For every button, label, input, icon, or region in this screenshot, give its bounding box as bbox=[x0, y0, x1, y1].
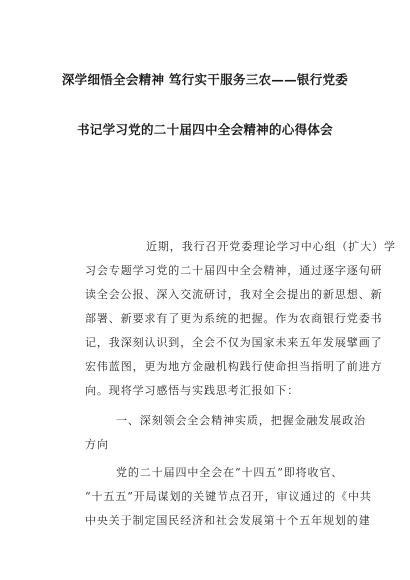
paragraph-1-line-6: 宏伟蓝图，更为地方金融机构践行使命担当指明了前进方 bbox=[85, 360, 383, 373]
paragraph-2-line-1: 党的二十届四中全会在“十四五”即将收官、 bbox=[116, 466, 344, 479]
section-heading-line-2: 方向 bbox=[85, 438, 109, 451]
paragraph-1-line-3: 读全会公报、深入交流研讨，我对全会提出的新思想、新 bbox=[85, 288, 383, 301]
document-title-line-2: 书记学习党的二十届四中全会精神的心得体会 bbox=[76, 122, 333, 137]
paragraph-1-line-2: 习会专题学习党的二十届四中全会精神，通过逐字逐句研 bbox=[85, 264, 383, 277]
paragraph-2-line-2: “十五五”开局谋划的关键节点召开，审议通过的《中共 bbox=[85, 490, 372, 503]
section-heading-line-1: 一、深刻领会全会精神实质，把握金融发展政治 bbox=[116, 414, 366, 427]
paragraph-1-line-5: 记，我深刻认识到，全会不仅为国家未来五年发展擘画了 bbox=[85, 336, 383, 349]
paragraph-1-line-1: 近期，我行召开党委理论学习中心组（扩大）学 bbox=[146, 240, 396, 253]
paragraph-2-line-3: 中央关于制定国民经济和社会发展第十个五年规划的建 bbox=[85, 514, 371, 527]
paragraph-1-line-7: 向。现将学习感悟与实践思考汇报如下： bbox=[85, 384, 300, 397]
paragraph-1-line-4: 部署、新要求有了更为系统的把握。作为农商银行党委书 bbox=[85, 312, 383, 325]
document-title-line-1: 深学细悟全会精神 笃行实干服务三农——银行党委 bbox=[61, 72, 349, 87]
